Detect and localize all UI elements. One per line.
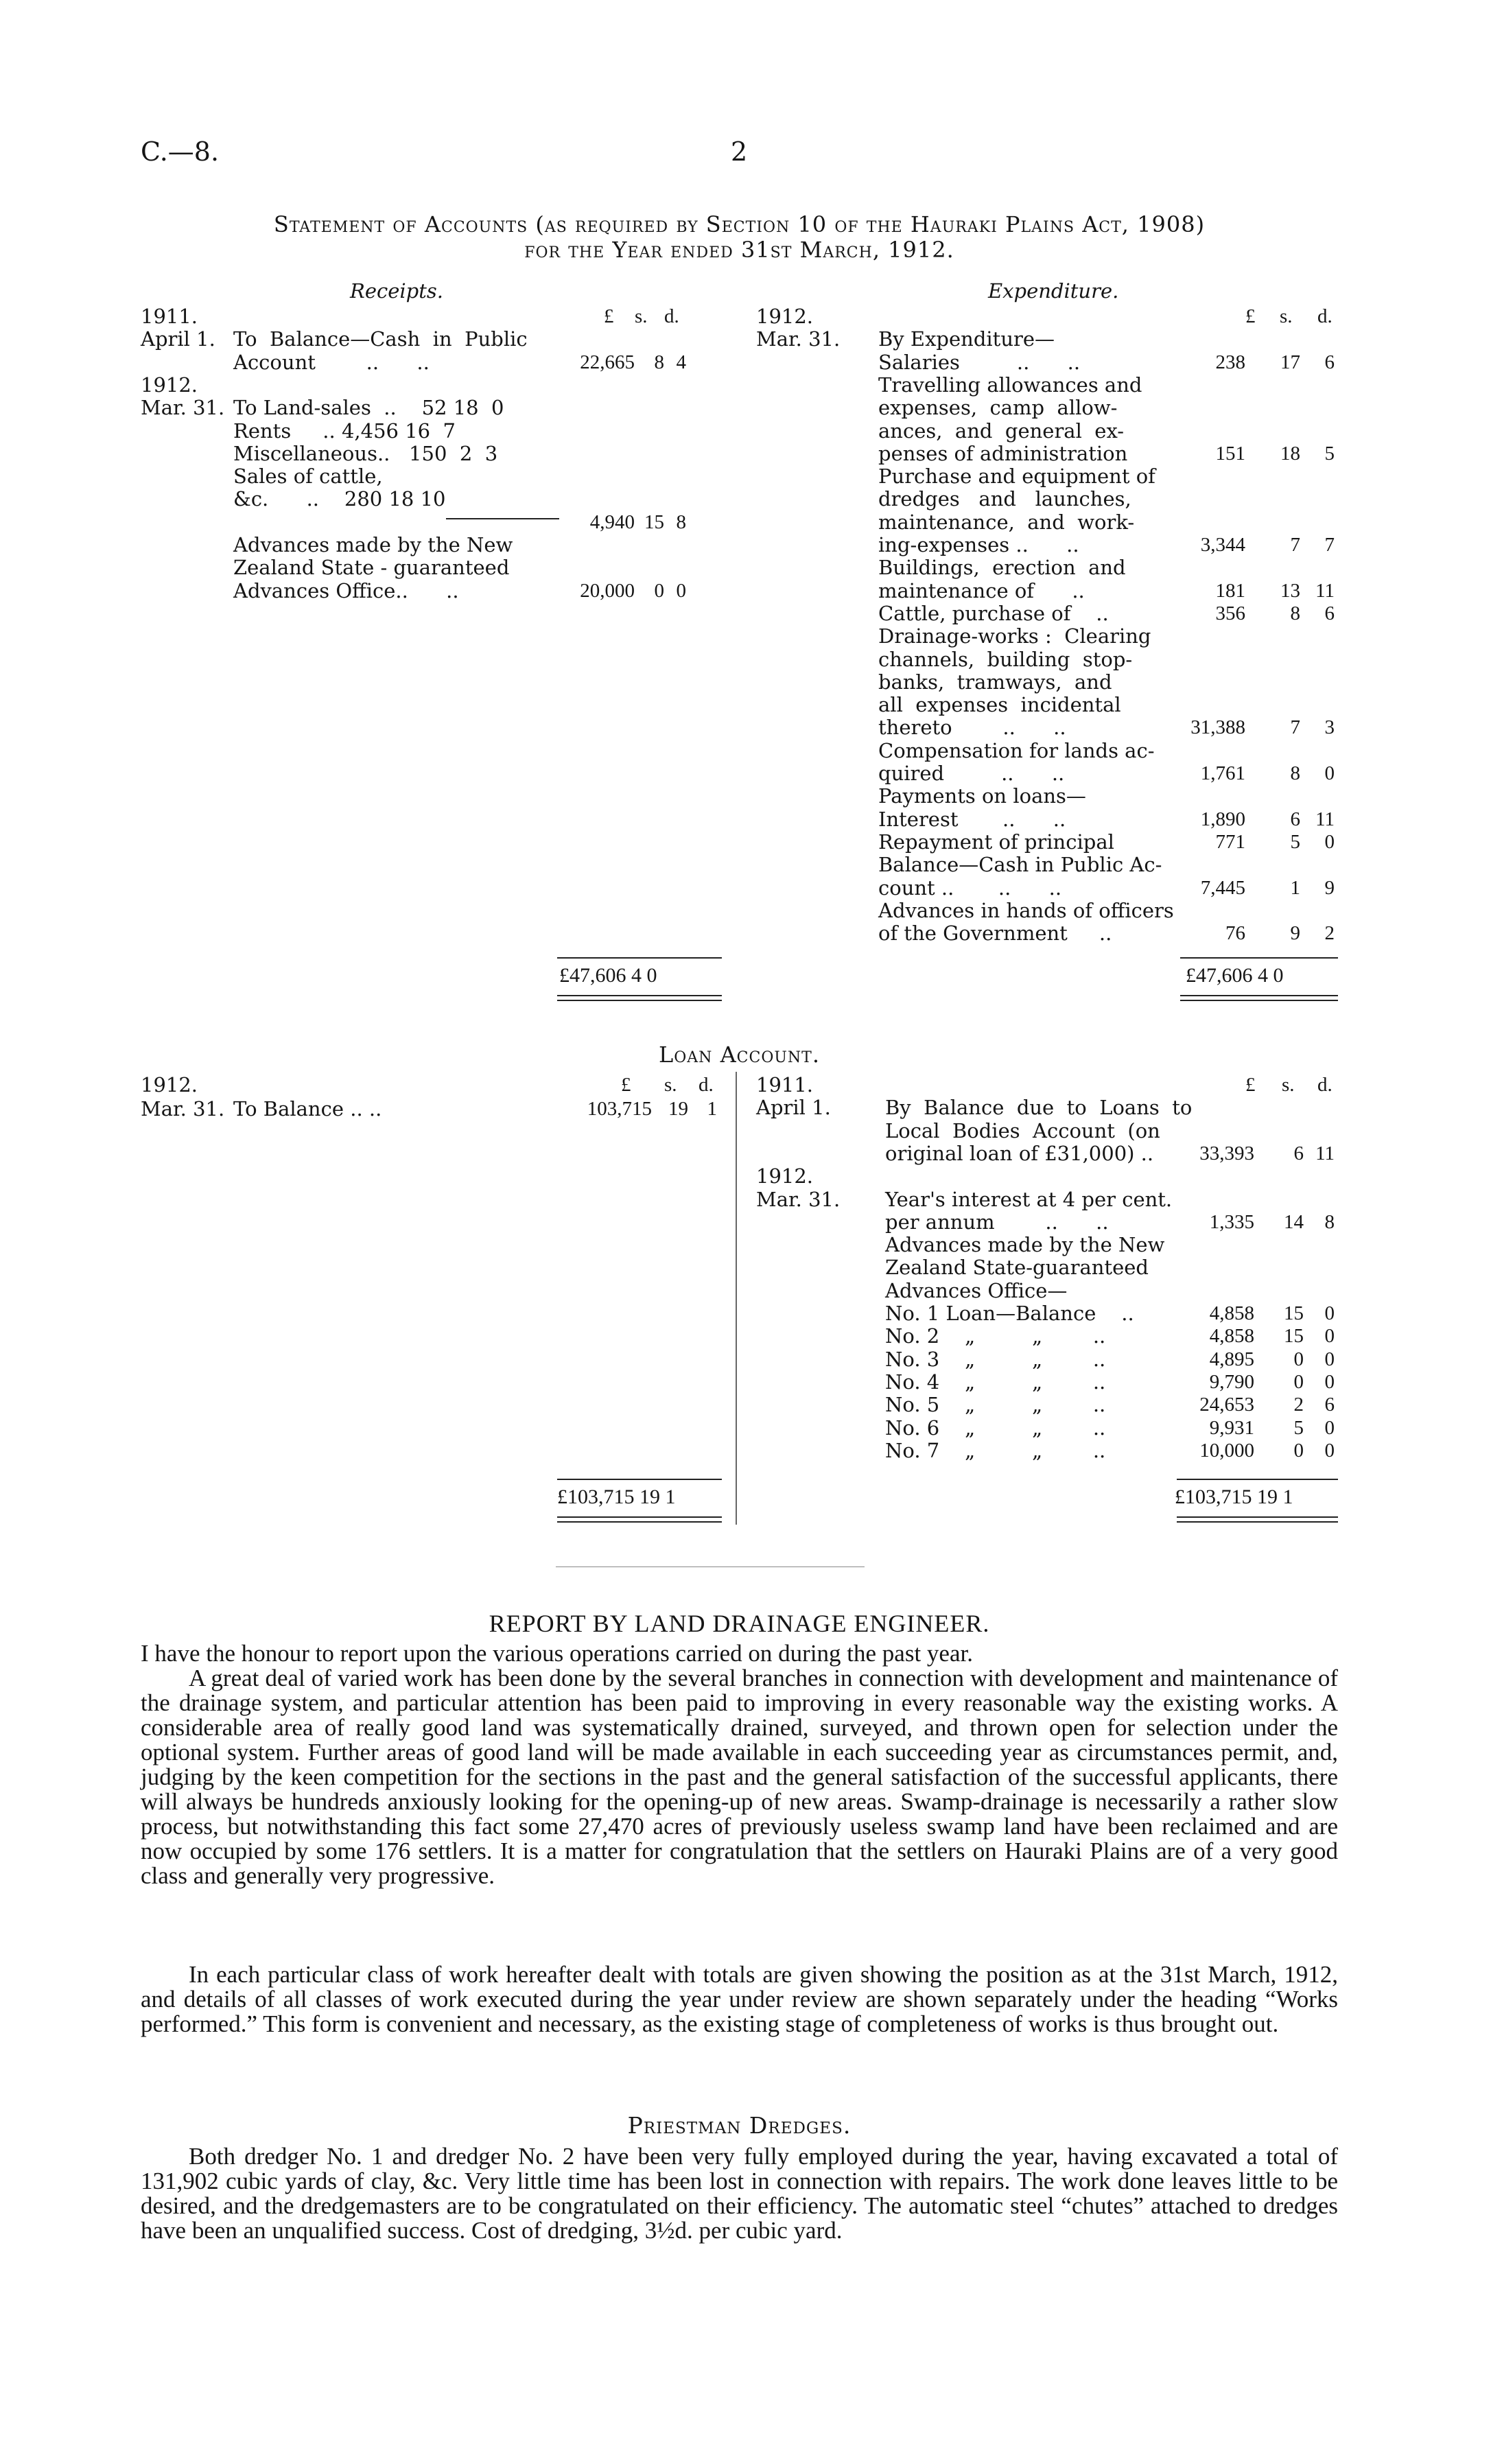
row-pounds: 238 (1215, 351, 1245, 373)
row-shillings: 0 (654, 579, 664, 602)
expenditure-total: £47,606 4 0 (1186, 964, 1284, 987)
row-shillings: 9 (1290, 922, 1300, 945)
row-label: maintenance, and work- (878, 510, 1135, 534)
row-pounds: 4,895 (1209, 1348, 1254, 1370)
row-pence: 0 (1324, 1439, 1335, 1462)
expenditure-total-rule-top (1180, 957, 1338, 959)
row-shillings: 0 (1293, 1370, 1304, 1393)
expenditure-total-rule-bottom-2 (1180, 1000, 1338, 1001)
row-pounds: 9,931 (1209, 1416, 1254, 1439)
row-label: of the Government .. (878, 922, 1112, 946)
row-label: No. 1 Loan—Balance .. (885, 1302, 1134, 1325)
row-pence: 6 (1324, 1394, 1335, 1416)
row-pence: 0 (1324, 1302, 1335, 1324)
row-shillings: 8 (1290, 762, 1300, 784)
loan-left-shillings: 19 (668, 1098, 688, 1120)
row-pounds: 7,445 (1200, 876, 1245, 899)
row-label: Advances Office.. .. (233, 578, 459, 602)
row-shillings: 18 (1280, 442, 1300, 465)
row-label: channels, building stop- (878, 647, 1133, 671)
loan-left-pounds: 103,715 (587, 1098, 652, 1120)
receipts-col-pound: £ (604, 305, 614, 327)
row-label: Salaries .. .. (878, 350, 1081, 374)
row-pence: 7 (1324, 534, 1335, 556)
row-pence: 5 (1324, 442, 1335, 465)
row-pence: 4 (676, 351, 686, 373)
expenditure-col-pence: d. (1317, 305, 1332, 327)
row-shillings: 5 (1293, 1416, 1304, 1439)
row-shillings: 0 (1293, 1348, 1304, 1370)
receipts-subtotal-rule (446, 518, 559, 519)
row-label: No. 4 „ „ .. (885, 1370, 1106, 1394)
report-paragraph-2: A great deal of varied work has been done by the several branches in connection with development and maintenance of the drainage system, and particular attention has been paid to improving in every reasonable way the existing works. A considerable area of really good land was systematically drained, surveyed, and thrown open for selection under the optional system. Further areas of good land will be made available in each succeeding year as circumstances permit, and, judging by the keen competition for the sections in the past and the general satisfaction of the successful applicants, there will always be hundreds anxiously looking for the opening-up of new areas. Swamp-drainage is necessarily a rather slow process, but notwithstanding this fact some 27,470 acres of previously useless swamp land have been reclaimed and are now occupied by some 176 settlers. It is a matter for congratulation that the settlers on Hauraki Plains are of a very good class and generally very progressive. (141, 1665, 1338, 1889)
row-pence: 0 (1324, 1370, 1335, 1393)
row-date: Mar. 31. (756, 1187, 841, 1211)
expenditure-total-rule-bottom-1 (1180, 995, 1338, 996)
row-label: &c. .. 280 18 10 (233, 487, 446, 511)
row-label: Advances made by the New (885, 1233, 1165, 1257)
row-date: 1912. (141, 373, 198, 397)
row-pounds: 3,344 (1200, 534, 1245, 556)
row-shillings: 8 (1290, 602, 1300, 624)
row-date: Mar. 31. (756, 327, 841, 351)
expenditure-col-shilling: s. (1280, 305, 1293, 327)
row-shillings: 0 (1293, 1439, 1304, 1462)
loan-left-total: £103,715 19 1 (557, 1486, 676, 1508)
row-label: Zealand State - guaranteed (233, 556, 510, 580)
row-label: Year's interest at 4 per cent. (885, 1187, 1173, 1211)
receipts-total-rule-bottom-1 (557, 995, 722, 996)
receipts-col-shilling: s. (635, 305, 648, 327)
row-pence: 0 (676, 579, 686, 602)
row-shillings: 2 (1293, 1394, 1304, 1416)
row-label: Purchase and equipment of (878, 465, 1155, 489)
row-label: all expenses incidental (878, 693, 1121, 717)
row-pounds: 10,000 (1199, 1439, 1254, 1462)
row-label: Balance—Cash in Public Ac- (878, 853, 1162, 877)
row-label: dredges and launches, (878, 487, 1131, 511)
loan-left-date: Mar. 31. (141, 1097, 225, 1120)
row-pence: 6 (1324, 602, 1335, 624)
row-label: ing-expenses .. .. (878, 533, 1079, 556)
row-shillings: 6 (1290, 808, 1300, 830)
loan-right-col-shilling: s. (1282, 1074, 1295, 1096)
row-label: Buildings, erection and (878, 556, 1126, 580)
row-label: Repayment of principal (878, 830, 1114, 854)
row-label: per annum .. .. (885, 1210, 1109, 1234)
statement-title: Statement of Accounts (as required by Section 10 of the Hauraki Plains Act, 1908) (273, 211, 1206, 237)
row-date: 1911. (141, 305, 198, 328)
row-pounds: 20,000 (580, 579, 635, 602)
row-label: quired .. .. (878, 762, 1065, 785)
statement-subtitle: for the Year ended 31st March, 1912. (524, 237, 954, 263)
row-shillings: 1 (1290, 876, 1300, 899)
row-label: No. 7 „ „ .. (885, 1438, 1106, 1462)
loan-left-year: 1912. (141, 1073, 198, 1096)
row-pounds: 24,653 (1199, 1394, 1254, 1416)
loan-left-col-shilling: s. (664, 1074, 677, 1096)
loan-left-col-pound: £ (621, 1074, 631, 1096)
row-label: Sales of cattle, (233, 465, 383, 489)
row-date: April 1. (756, 1096, 831, 1120)
row-shillings: 13 (1280, 579, 1300, 602)
row-label: Interest .. .. (878, 807, 1066, 831)
row-date: 1911. (756, 1073, 814, 1096)
row-pounds: 4,858 (1209, 1325, 1254, 1348)
row-label: Local Bodies Account (on (885, 1118, 1160, 1142)
loan-left-total-rule-top (557, 1479, 722, 1480)
loan-right-total-rule-bottom-1 (1177, 1516, 1338, 1518)
row-label: No. 5 „ „ .. (885, 1393, 1106, 1417)
row-shillings: 15 (644, 511, 664, 533)
row-pounds: 31,388 (1190, 716, 1245, 739)
loan-account-heading: Loan Account. (658, 1042, 821, 1068)
row-label: penses of administration (878, 441, 1128, 465)
loan-left-col-pence: d. (698, 1074, 714, 1096)
receipts-col-pence: d. (664, 305, 679, 327)
priestman-dredges-heading: Priestman Dredges. (627, 2112, 852, 2139)
page-number: 2 (731, 137, 748, 167)
row-label: ances, and general ex- (878, 419, 1125, 443)
row-pounds: 181 (1215, 579, 1245, 602)
row-label: banks, tramways, and (878, 670, 1112, 694)
loan-left-pence: 1 (707, 1098, 717, 1120)
row-label: Account .. .. (233, 350, 430, 374)
row-shillings: 7 (1290, 716, 1300, 739)
row-label: No. 3 „ „ .. (885, 1347, 1106, 1371)
row-pence: 0 (1324, 830, 1335, 853)
row-label: Advances made by the New (233, 533, 513, 556)
loan-right-total-rule-top (1177, 1479, 1338, 1480)
row-shillings: 15 (1284, 1325, 1304, 1348)
report-paragraph-3: In each particular class of work hereafter dealt with totals are given showing the position as at the 31st March, 1912, and details of all classes of work executed during the year under review are shown separately under the heading “Works performed.” This form is convenient and necessary, as the existing stage of completeness of works is thus brought out. (141, 1961, 1338, 2037)
expenditure-heading: Expenditure. (988, 279, 1119, 303)
row-pence: 8 (676, 511, 686, 533)
row-label: To Balance—Cash in Public (233, 327, 528, 351)
row-pounds: 1,890 (1200, 808, 1245, 830)
row-pence: 8 (1324, 1210, 1335, 1233)
row-pounds: 4,858 (1209, 1302, 1254, 1324)
row-pounds: 9,790 (1209, 1370, 1254, 1393)
row-date: 1912. (756, 1164, 814, 1188)
row-shillings: 17 (1280, 351, 1300, 373)
row-label: Zealand State-guaranteed (885, 1256, 1149, 1280)
loan-left-total-rule-bottom-2 (557, 1521, 722, 1523)
row-label: count .. .. .. (878, 876, 1062, 900)
row-pence: 9 (1324, 876, 1335, 899)
row-pence: 2 (1324, 922, 1335, 945)
row-pounds: 1,761 (1200, 762, 1245, 784)
row-pence: 0 (1324, 1325, 1335, 1348)
row-pence: 0 (1324, 1416, 1335, 1439)
row-pounds: 356 (1215, 602, 1245, 624)
row-shillings: 6 (1293, 1142, 1304, 1164)
row-label: Drainage-works : Clearing (878, 624, 1151, 648)
loan-right-total: £103,715 19 1 (1175, 1486, 1293, 1508)
row-shillings: 15 (1284, 1302, 1304, 1324)
row-date: Mar. 31. (141, 396, 225, 420)
row-date: April 1. (141, 327, 215, 351)
row-label: Advances Office— (885, 1278, 1068, 1302)
row-label: To Land-sales .. 52 18 0 (233, 396, 504, 420)
row-pounds: 151 (1215, 442, 1245, 465)
receipts-total-rule-bottom-2 (557, 1000, 722, 1001)
report-paragraph-4: Both dredger No. 1 and dredger No. 2 have been very fully employed during the year, having excavated a total of 131,902 cubic yards of clay, &c. Very little time has been lost in connection with repairs. The work done leaves little to be desired, and the dredgemasters are to be congratulated on their efficiency. The automatic steel “chutes” attached to dredges have been an unqualified success. Cost of dredging, 3½d. per cubic yard. (141, 2143, 1338, 2244)
row-label: Miscellaneous.. 150 2 3 (233, 441, 498, 465)
row-label: Cattle, purchase of .. (878, 601, 1109, 625)
row-pence: 0 (1324, 762, 1335, 784)
row-label: original loan of £31,000) .. (885, 1141, 1154, 1165)
row-pence: 0 (1324, 1348, 1335, 1370)
row-label: maintenance of .. (878, 578, 1085, 602)
expenditure-col-pound: £ (1245, 305, 1256, 327)
loan-right-col-pence: d. (1317, 1074, 1332, 1096)
row-label: By Expenditure— (878, 327, 1055, 351)
row-label: Payments on loans— (878, 784, 1086, 808)
row-label: Advances in hands of officers (878, 898, 1174, 922)
receipts-total: £47,606 4 0 (559, 964, 657, 987)
row-shillings: 5 (1290, 830, 1300, 853)
loan-right-col-pound: £ (1245, 1074, 1256, 1096)
row-label: Compensation for lands ac- (878, 738, 1155, 762)
loan-left-total-rule-bottom-1 (557, 1516, 722, 1518)
receipts-total-rule-top (557, 957, 722, 959)
row-label: No. 2 „ „ .. (885, 1324, 1106, 1348)
row-date: 1912. (756, 305, 814, 328)
row-label: By Balance due to Loans to (885, 1096, 1193, 1120)
row-label: Rents .. 4,456 16 7 (233, 419, 456, 443)
row-shillings: 14 (1284, 1210, 1304, 1233)
report-heading: REPORT BY LAND DRAINAGE ENGINEER. (489, 1610, 990, 1637)
row-pounds: 1,335 (1209, 1210, 1254, 1233)
row-label: expenses, camp allow- (878, 396, 1118, 420)
row-pence: 11 (1315, 579, 1335, 602)
row-shillings: 7 (1290, 534, 1300, 556)
row-label: No. 6 „ „ .. (885, 1416, 1106, 1440)
row-pounds: 76 (1225, 922, 1245, 945)
loan-divider (736, 1072, 737, 1525)
loan-right-total-rule-bottom-2 (1177, 1521, 1338, 1523)
row-label: Travelling allowances and (878, 373, 1142, 397)
report-paragraph-1: I have the honour to report upon the various operations carried on during the past year. (141, 1640, 973, 1667)
row-label: thereto .. .. (878, 716, 1066, 740)
row-pence: 6 (1324, 351, 1335, 373)
row-shillings: 8 (654, 351, 664, 373)
row-pence: 11 (1315, 1142, 1335, 1164)
receipts-heading: Receipts. (350, 279, 443, 303)
row-pounds: 4,940 (589, 511, 635, 533)
row-pounds: 771 (1215, 830, 1245, 853)
loan-left-text: To Balance .. .. (233, 1097, 382, 1120)
row-pence: 3 (1324, 716, 1335, 739)
row-pounds: 22,665 (580, 351, 635, 373)
row-pence: 11 (1315, 808, 1335, 830)
row-pounds: 33,393 (1199, 1142, 1254, 1164)
page-reference: C.—8. (141, 137, 220, 167)
